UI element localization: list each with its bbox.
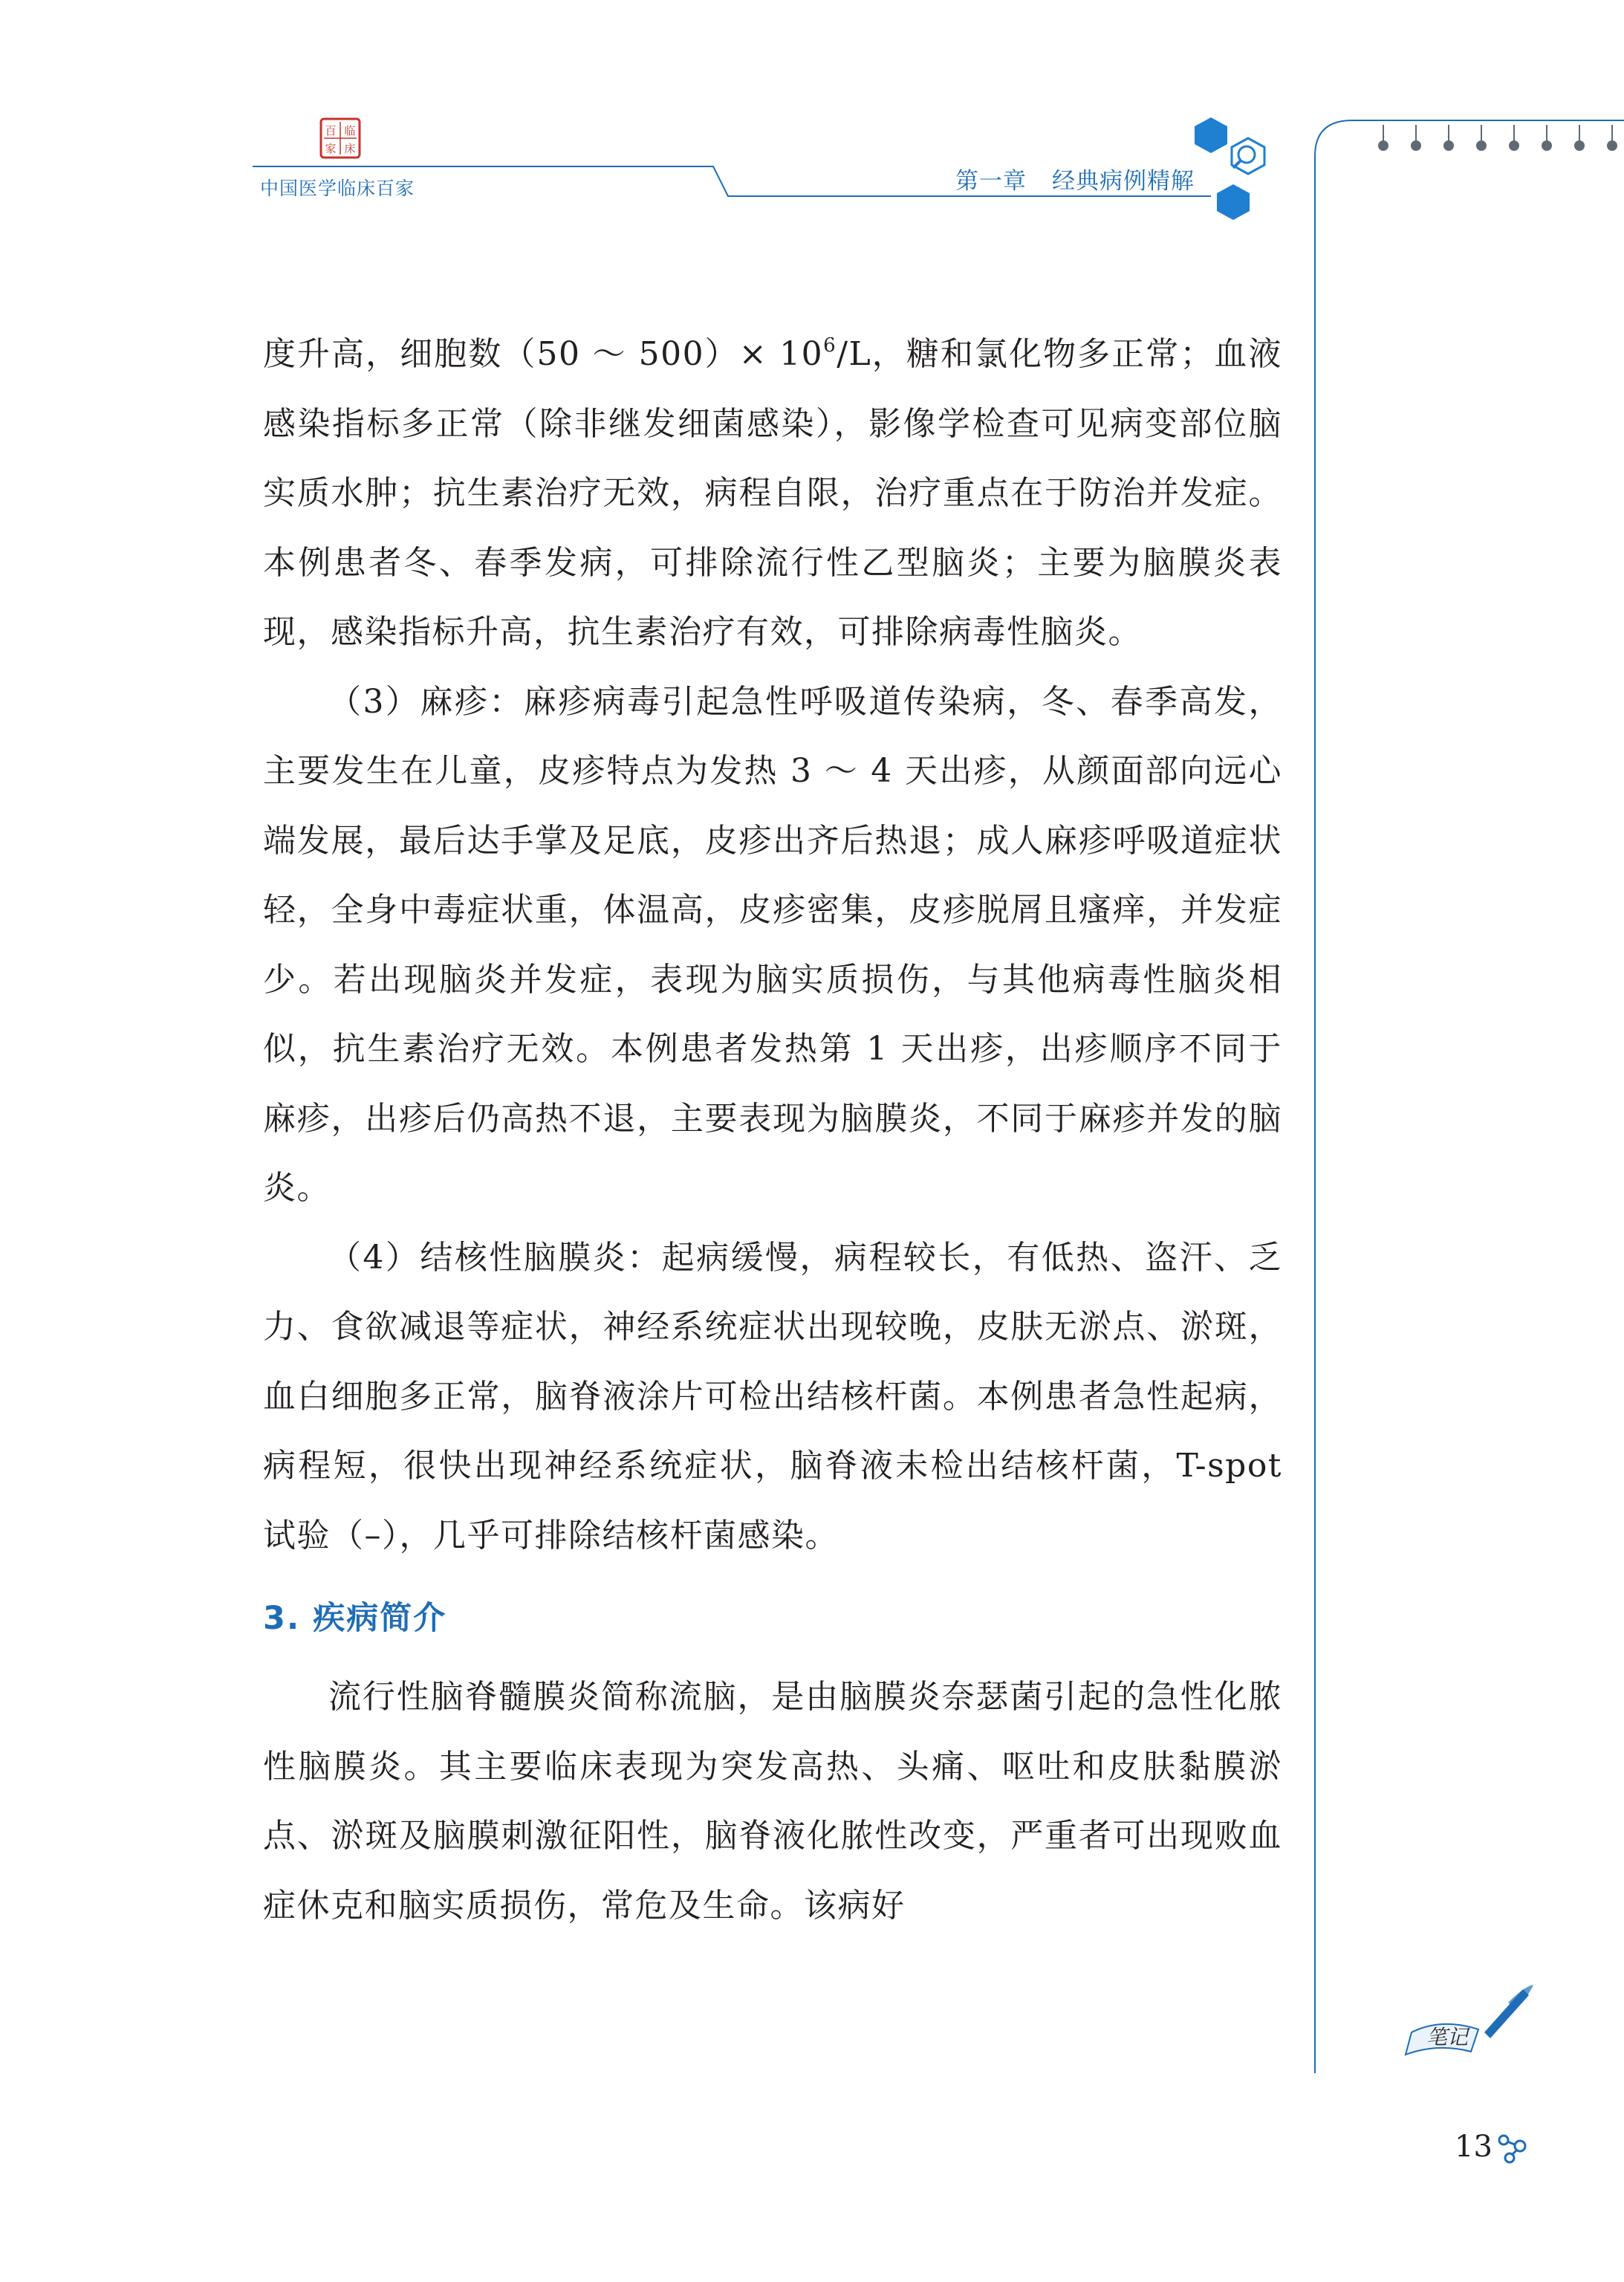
- svg-text:家: 家: [325, 142, 337, 155]
- page-number: 13: [1455, 2130, 1493, 2164]
- svg-text:床: 床: [344, 142, 356, 155]
- notes-label: 笔记: [1426, 2025, 1469, 2049]
- paragraph-1-post: /L，糖和氯化物多正常；血液感染指标多正常（除非继发细菌感染），影像学检查可见病变部位脑实质水肿；抗生素治疗无效，病程自限，治疗重点在于防治并发症。本例患者冬、春季发病，可排除流行性乙型脑炎；主要为脑膜炎表现，感染指标升高，抗生素治疗有效，可排除病毒性脑炎。: [263, 335, 1282, 651]
- paragraph-1-pre: 度升高，细胞数（50 ～ 500）× 10: [263, 335, 824, 373]
- paragraph-tb-meningitis: （4）结核性脑膜炎：起病缓慢，病程较长，有低热、盗汗、乏力、食欲减退等症状，神经系统症状出现较晚，皮肤无淤点、淤斑，血白细胞多正常，脑脊液涂片可检出结核杆菌。本例患者急性起病，病程短，很快出现神经系统症状，脑脊液未检出结核杆菌，T-spot 试验（–），几乎可排除结核杆菌感染。: [263, 1238, 1282, 1555]
- paragraph-disease-intro: 流行性脑脊髓膜炎简称流脑，是由脑膜炎奈瑟菌引起的急性化脓性脑膜炎。其主要临床表现为突发高热、头痛、呕吐和皮肤黏膜淤点、淤斑及脑膜刺激征阳性，脑脊液化脓性改变，严重者可出现败血症休克和脑实质损伤，常危及生命。该病好: [263, 1678, 1282, 1925]
- hexagon-magnifier-icon: [1189, 111, 1285, 230]
- notes-pen-icon: [1397, 1980, 1538, 2069]
- chapter-number: 第一章: [955, 168, 1027, 195]
- main-content: [263, 320, 1282, 1940]
- paragraph-1: [263, 320, 1282, 667]
- notebook-margin-frame: [1308, 111, 1624, 2073]
- molecule-icon: [1495, 2130, 1532, 2167]
- section-heading: 3. 疾病简介: [263, 1600, 447, 1637]
- chapter-title: [955, 162, 1195, 195]
- series-name: 中国医学临床百家: [260, 178, 415, 199]
- notebook-rings-icon: [1371, 125, 1624, 162]
- svg-text:百: 百: [325, 124, 337, 137]
- logo-seal-icon: [319, 117, 361, 159]
- exponent: 6: [823, 334, 837, 357]
- chapter-name: 经典病例精解: [1052, 168, 1195, 195]
- paragraph-measles: （3）麻疹：麻疹病毒引起急性呼吸道传染病，冬、春季高发，主要发生在儿童，皮疹特点为发热 3 ～ 4 天出疹，从颜面部向远心端发展，最后达手掌及足底，皮疹出齐后热退；成人麻疹呼吸道症状轻，全身中毒症状重，体温高，皮疹密集，皮疹脱屑且瘙痒，并发症少。若出现脑炎并发症，表现为脑实质损伤，与其他病毒性脑炎相似，抗生素治疗无效。本例患者发热第 1 天出疹，出疹顺序不同于麻疹，出疹后仍高热不退，主要表现为脑膜炎，不同于麻疹并发的脑炎。: [263, 682, 1282, 1207]
- svg-text:临: 临: [344, 124, 356, 137]
